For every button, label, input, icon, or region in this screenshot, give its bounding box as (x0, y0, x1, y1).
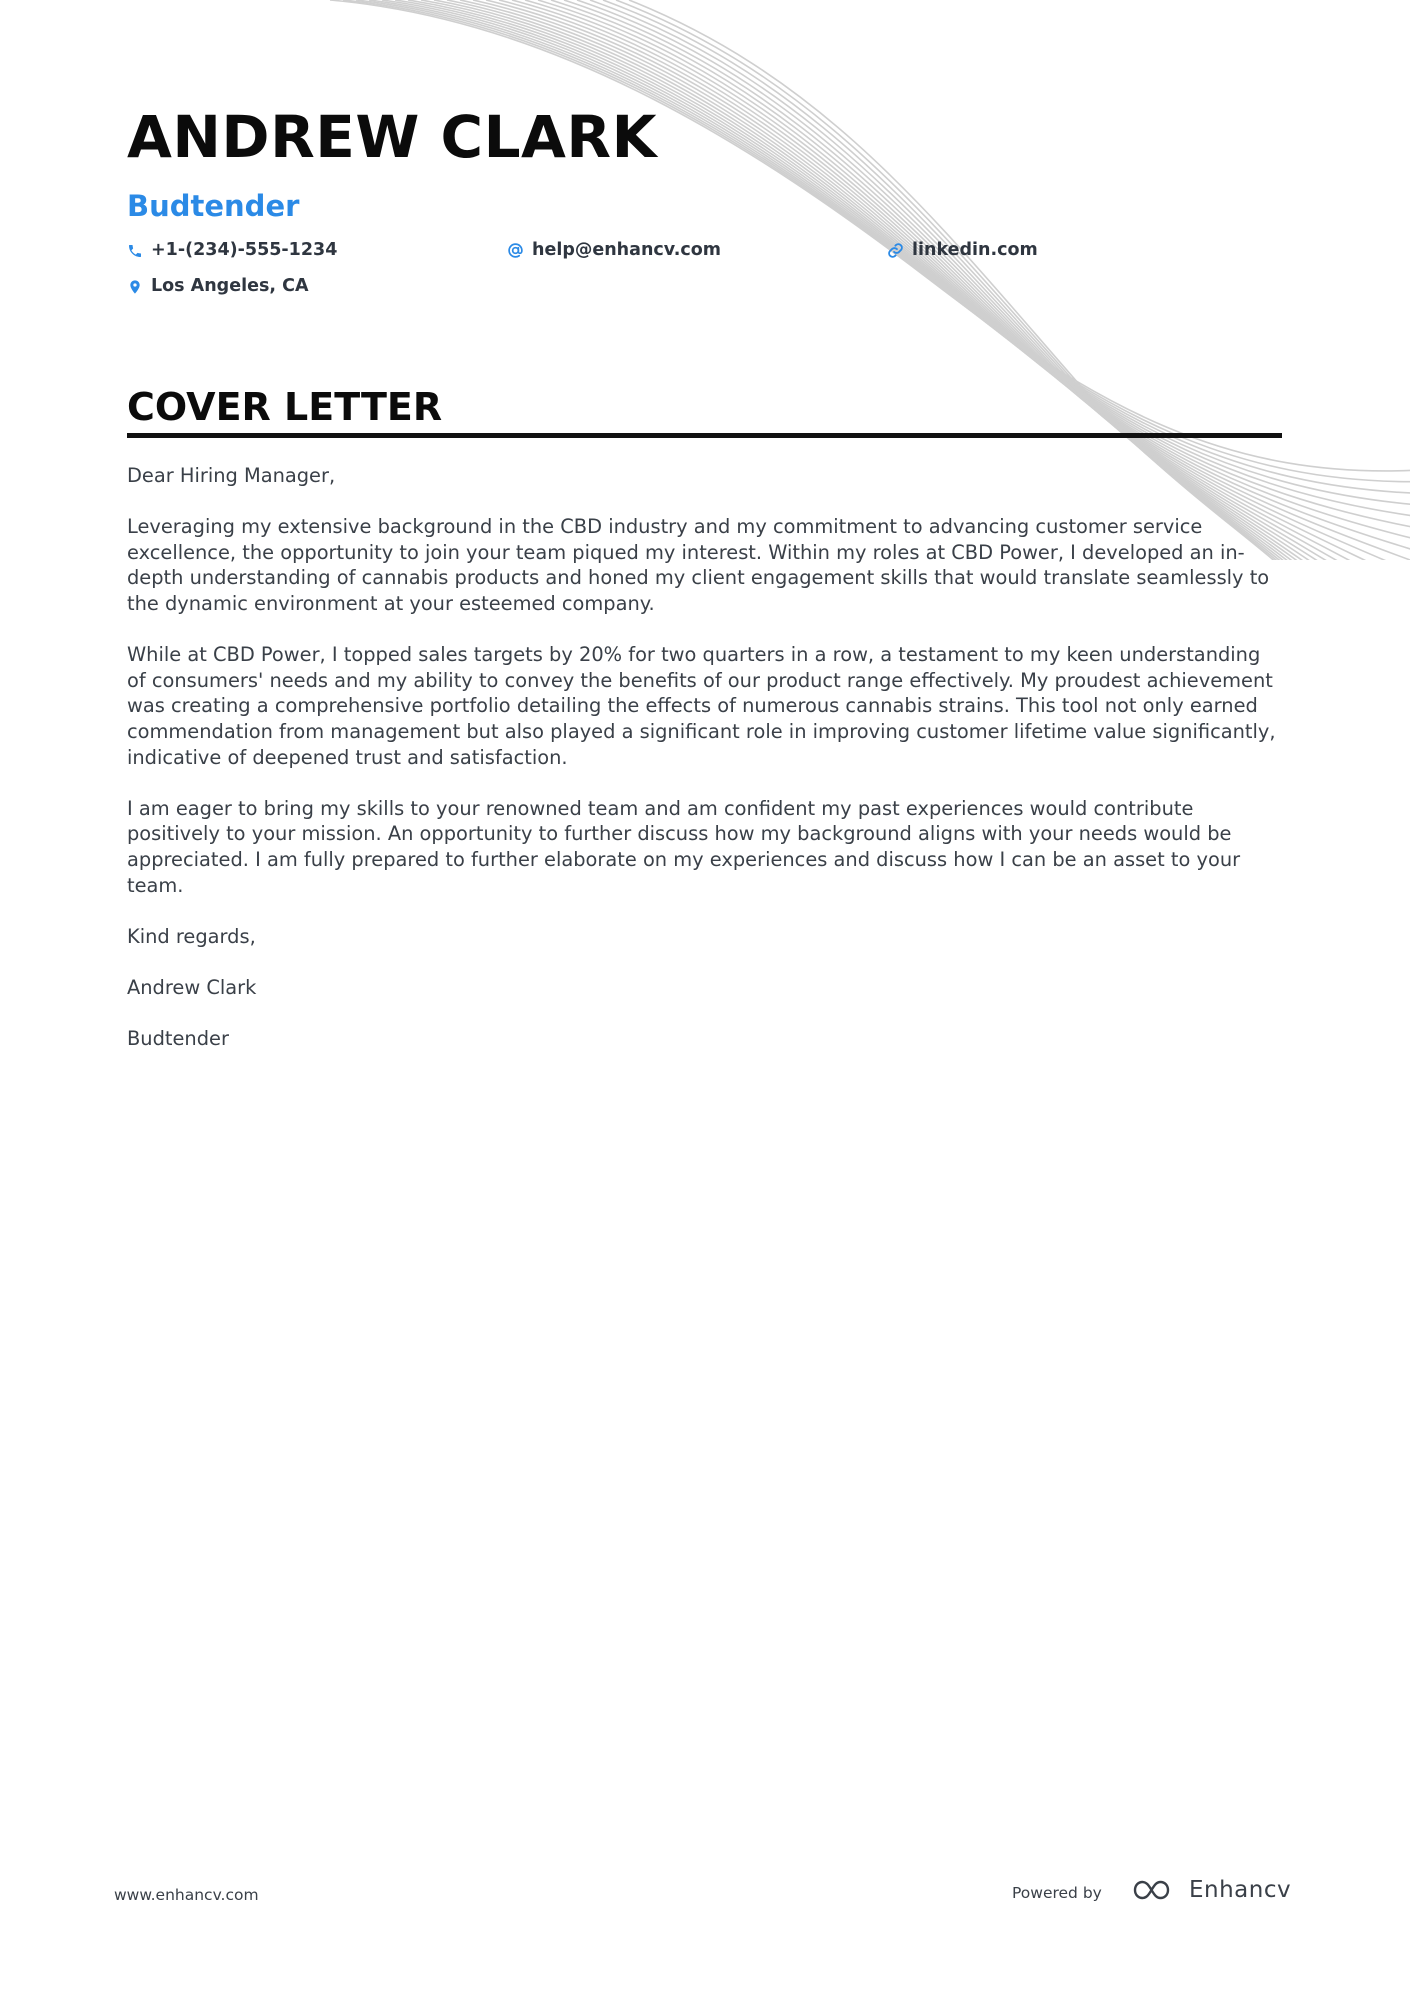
letter-paragraph: Leveraging my extensive background in the CBD industry and my commitment to advancing customer service excellence, the opportunity to join your team piqued my interest. Within my roles at CBD Power, I developed an in-depth understanding of cannabis products and honed my client engagement skills that would translate seamlessly to the dynamic environment at your esteemed company. (127, 515, 1270, 615)
wave-line (330, 0, 1410, 471)
link-icon (887, 242, 904, 259)
contact-email[interactable] (507, 242, 721, 260)
contact-linkedin[interactable] (887, 242, 1038, 260)
letter-closing: Kind regards, (127, 924, 256, 948)
enhancv-logo-icon (1131, 1877, 1179, 1903)
wave-line (408, 0, 1410, 540)
letter-paragraph: While at CBD Power, I topped sales targets by 20% for two quarters in a row, a testament to my keen understanding of consumers' needs and my ability to convey the benefits of our product range effectively. My proudest achievement was creating a comprehensive portfolio detailing the effects of numerous cannabis strains. This tool not only earned commendation from management but also played a significant role in improving customer lifetime value significantly, indicative of deepened trust and satisfaction. (127, 643, 1276, 769)
section-divider (127, 433, 1282, 438)
contact-phone[interactable] (127, 242, 337, 260)
job-title: Budtender (127, 189, 300, 223)
footer-website-link[interactable]: www.enhancv.com (114, 1886, 259, 1904)
powered-by-label: Powered by (1012, 1884, 1102, 1902)
wave-line (395, 0, 1410, 529)
contact-email-text: help@enhancv.com (532, 240, 722, 260)
letter-paragraph: I am eager to bring my skills to your renowned team and am confident my past experiences would contribute positively to your mission. An opportunity to further discuss how my background aligns with your needs would be appreciated. I am fully prepared to further elaborate on my experiences and discuss how I can be an asset to your team. (127, 796, 1241, 897)
contact-location-text: Los Angeles, CA (151, 276, 309, 297)
contact-location (127, 278, 309, 296)
brand-name: Enhancv (1189, 1877, 1292, 1903)
at-icon (507, 242, 524, 259)
signature-name: Andrew Clark (127, 975, 257, 999)
contact-linkedin-text: linkedin.com (912, 240, 1038, 260)
letter-body (127, 463, 1282, 1077)
section-title: COVER LETTER (127, 385, 443, 429)
location-icon (127, 278, 143, 296)
wave-line (343, 0, 1410, 482)
contact-phone-text: +1-(234)-555-1234 (151, 240, 338, 260)
signature-title: Budtender (127, 1027, 229, 1051)
enhancv-brand[interactable] (1131, 1877, 1291, 1903)
letter-greeting: Dear Hiring Manager, (127, 464, 336, 487)
candidate-name: ANDREW CLARK (127, 103, 658, 171)
phone-icon (127, 243, 143, 259)
